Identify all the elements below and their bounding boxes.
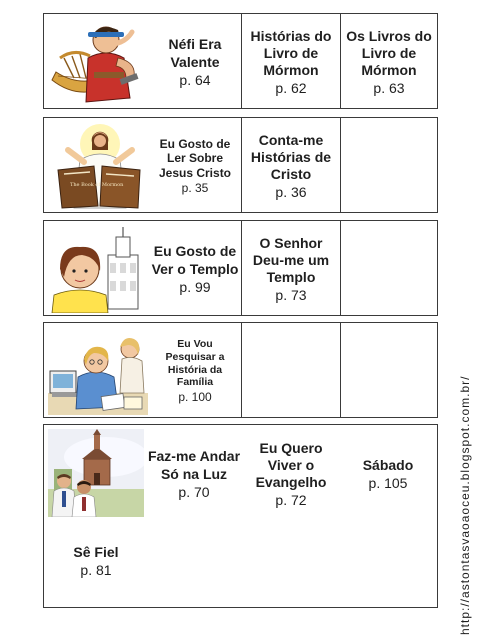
song-entry (243, 122, 339, 210)
children-chapel-illustration (48, 429, 144, 517)
song-title: Faz-me Andar Só na Luz (147, 448, 241, 482)
song-title: Eu Vou Pesquisar a História da Família (165, 337, 225, 389)
nephi-illustration (50, 18, 150, 106)
song-entry (243, 225, 339, 313)
page-ref: p. 62 (275, 80, 307, 97)
song-entry (146, 429, 242, 519)
book-cover-text: The Book of Mormon (70, 182, 124, 188)
divider (340, 323, 341, 417)
song-title: Sê Fiel (73, 543, 119, 560)
song-title: Eu Gosto de Ler Sobre Jesus Cristo (158, 136, 232, 180)
song-entry (150, 18, 240, 106)
page-ref: p. 81 (80, 562, 112, 579)
page-ref: p. 99 (179, 278, 211, 295)
divider (340, 118, 341, 212)
song-entry (150, 122, 240, 210)
song-entry (48, 527, 144, 595)
divider (241, 323, 242, 417)
song-card-1 (43, 13, 438, 109)
song-card-5 (43, 424, 438, 608)
song-title: Eu Quero Viver o Evangelho (255, 439, 327, 491)
page-ref: p. 72 (275, 492, 307, 509)
song-card-2 (43, 117, 438, 213)
song-entry (243, 18, 339, 106)
page-ref: p. 63 (373, 80, 405, 97)
song-entry (342, 18, 436, 106)
song-entry (150, 225, 240, 313)
girl-temple-illustration (50, 225, 150, 313)
jesus-book-illustration (50, 122, 150, 210)
page-ref: p. 105 (368, 475, 408, 492)
song-title: Os Livros do Livro de Mórmon (346, 27, 432, 79)
divider (241, 221, 242, 315)
family-history-illustration (48, 327, 148, 415)
song-title: O Senhor Deu-me um Templo (252, 234, 330, 286)
blog-url-watermark: http://astontasvaoaoceu.blogspot.com.br/ (458, 375, 472, 635)
divider (241, 14, 242, 108)
song-card-3 (43, 220, 438, 316)
page-ref: p. 70 (178, 483, 210, 500)
song-card-4 (43, 322, 438, 418)
page-ref: p. 73 (275, 287, 307, 304)
song-title: Néfi Era Valente (168, 36, 222, 70)
page-ref: p. 64 (179, 71, 211, 88)
page-ref: p. 35 (181, 181, 209, 196)
song-entry (340, 429, 436, 519)
divider (340, 14, 341, 108)
divider (340, 221, 341, 315)
page-ref: p. 36 (275, 184, 307, 201)
divider (241, 118, 242, 212)
song-title: Conta-me Histórias de Cristo (250, 131, 332, 183)
song-title: Sábado (362, 456, 414, 473)
song-entry (242, 429, 340, 519)
song-entry (150, 327, 240, 415)
song-title: Eu Gosto de Ver o Templo (151, 243, 239, 277)
page-ref: p. 100 (178, 390, 212, 405)
song-title: Histórias do Livro de Mórmon (250, 27, 332, 79)
